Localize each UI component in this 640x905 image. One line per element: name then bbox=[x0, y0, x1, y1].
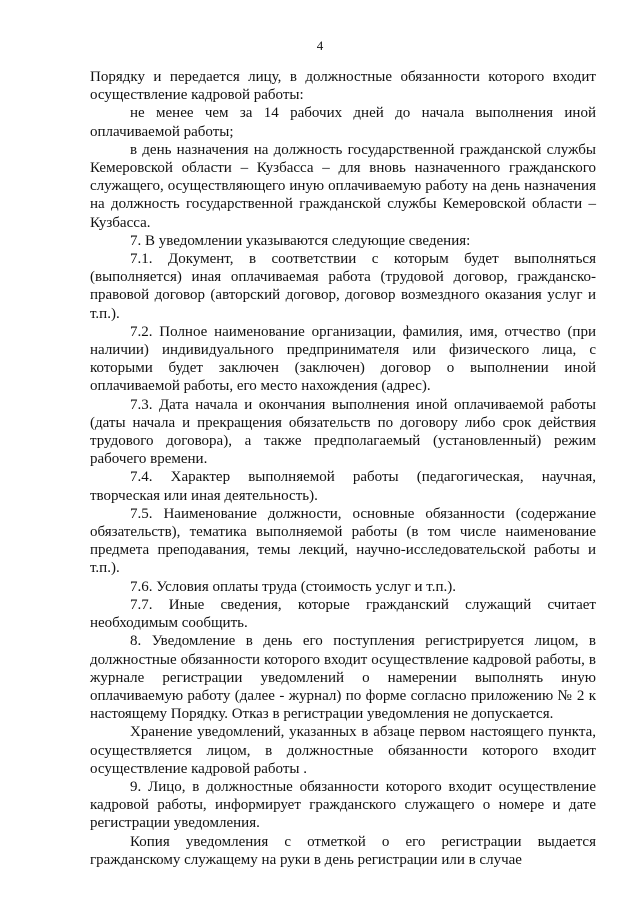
paragraph-item-7-3: 7.3. Дата начала и окончания выполнения иной оплачиваемой работы (даты начала и прекращения обязательств по договору либо срок действия трудового договора), а также предполагаемый (установленный) режим рабочего времени. bbox=[90, 396, 596, 468]
paragraph-deadline-14-days: не менее чем за 14 рабочих дней до начала выполнения иной оплачиваемой работы; bbox=[90, 105, 596, 140]
paragraph-item-7-1: 7.1. Документ, в соответствии с которым будет выполняться (выполняется) иная оплачиваемая работа (трудовой договор, гражданско-правовой договор (авторский договор, договор возмездного оказания услуг и т.п.). bbox=[90, 251, 596, 322]
paragraph-storage: Хранение уведомлений, указанных в абзаце первом настоящего пункта, осуществляется лицом, в должностные обязанности которого входит осуществление кадровой работы . bbox=[90, 724, 596, 777]
paragraph-copy-issue: Копия уведомления с отметкой о его регистрации выдается гражданскому служащему на руки в день регистрации или в случае bbox=[90, 833, 596, 868]
paragraph-item-7-5: 7.5. Наименование должности, основные обязанности (содержание обязательств), тематика выполняемой работы (в том числе наименование предмета преподавания, темы лекций, научно-исследовательской работы и т.п.). bbox=[90, 505, 596, 577]
paragraph-item-8: 8. Уведомление в день его поступления регистрируется лицом, в должностные обязанности которого входит осуществление кадровой работы, в журнале регистрации уведомлений о намерении выполнять иную оплачиваемую работу (далее - журнал) по форме согласно приложению № 2 к настоящему Порядку. Отказ в регистрации уведомления не допускается. bbox=[90, 633, 596, 723]
page-number: 4 bbox=[316, 38, 324, 53]
paragraph-item-7-7: 7.7. Иные сведения, которые гражданский служащий считает необходимым сообщить. bbox=[90, 596, 596, 632]
paragraph-item-7: 7. В уведомлении указываются следующие сведения: bbox=[130, 232, 471, 249]
paragraph-continuation: Порядку и передается лицу, в должностные обязанности которого входит осуществление кадровой работы: bbox=[90, 69, 596, 104]
document-body bbox=[90, 68, 596, 869]
paragraph-item-7-6: 7.6. Условия оплаты труда (стоимость услуг и т.п.). bbox=[130, 578, 457, 595]
paragraph-item-7-2: 7.2. Полное наименование организации, фамилия, имя, отчество (при наличии) индивидуального предпринимателя или физического лица, с которыми будет заключен (заключен) договор о выполнении иной оплачиваемой работы, его место нахождения (адрес). bbox=[90, 323, 596, 395]
paragraph-appointment-day: в день назначения на должность государственной гражданской службы Кемеровской области – Кузбасса – для вновь назначенного гражданского служащего, осуществляющего иную оплачиваемую работу на день назначения на должность государственной гражданской службы Кемеровской области – Кузбасса. bbox=[90, 141, 596, 231]
paragraph-item-9: 9. Лицо, в должностные обязанности которого входит осуществление кадровой работы, информирует гражданского служащего о номере и дате регистрации уведомления. bbox=[90, 778, 596, 832]
paragraph-item-7-4: 7.4. Характер выполняемой работы (педагогическая, научная, творческая или иная деятельность). bbox=[90, 469, 596, 504]
